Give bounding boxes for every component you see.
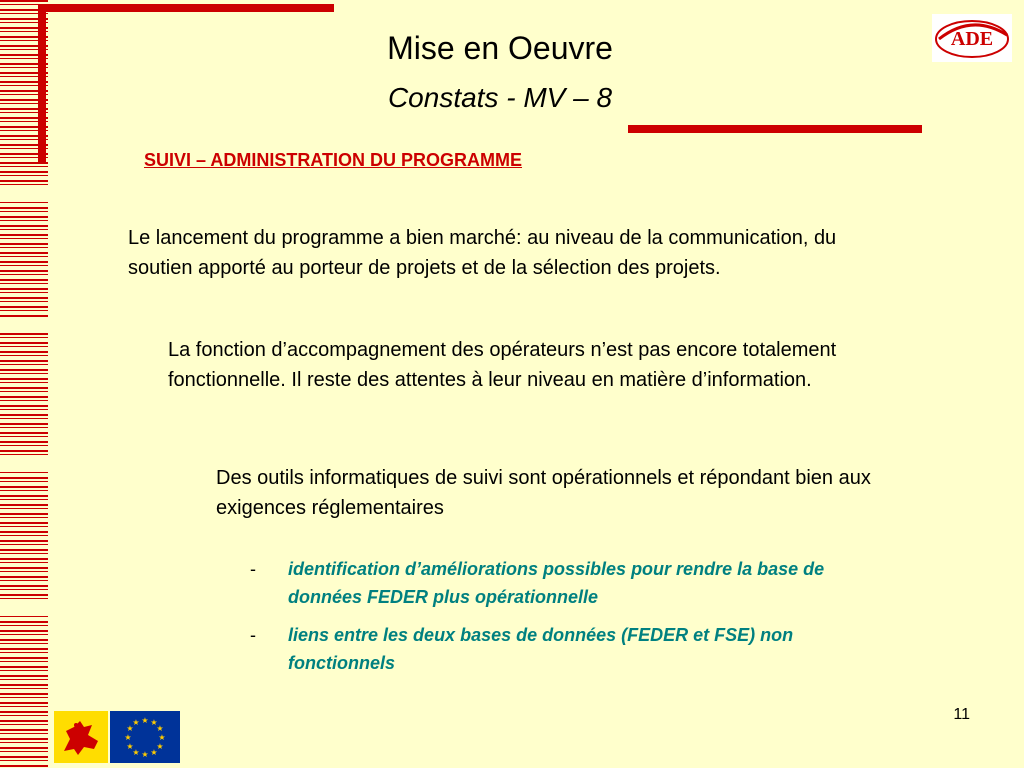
frame-left-bar [38, 4, 46, 164]
bullet-dash: - [250, 625, 256, 645]
stripe-gap [0, 188, 48, 202]
stripe-gap [0, 318, 48, 332]
slide-subtitle: Constats - MV – 8 [387, 82, 613, 113]
svg-text:★: ★ [150, 718, 158, 727]
rooster-flag-icon [54, 711, 108, 763]
bullet-list [250, 555, 890, 687]
frame-top-bar [42, 4, 334, 12]
bullet-text: liens entre les deux bases de données (FEDER et FSE) non fonctionnels [288, 625, 794, 673]
svg-text:★: ★ [158, 733, 166, 742]
page-number: 11 [953, 706, 970, 723]
bullet-dash: - [250, 559, 256, 579]
paragraph-launch: Le lancement du programme a bien marché: au niveau de la communication, du soutien apporté au porteur de projets et de la sélection des projets. [128, 227, 837, 279]
frame-right-bar [628, 125, 922, 133]
svg-text:★: ★ [126, 724, 134, 733]
paragraph-tools: Des outils informatiques de suivi sont opérationnels et répondant bien aux exigences réglementaires [216, 467, 871, 519]
svg-text:★: ★ [150, 748, 158, 757]
slide-title: Mise en Oeuvre [387, 30, 613, 66]
svg-text:★: ★ [132, 718, 140, 727]
svg-text:★: ★ [132, 748, 140, 757]
bullet-text: identification d’améliorations possibles pour rendre la base de données FEDER plus opérationnelle [288, 559, 825, 607]
list-item [250, 621, 890, 677]
ade-logo [932, 14, 1012, 62]
svg-text:★: ★ [126, 742, 134, 751]
section-heading: SUIVI – ADMINISTRATION DU PROGRAMME [144, 150, 523, 170]
paragraph-support: La fonction d’accompagnement des opérateurs n’est pas encore totalement fonctionnelle. Il reste des attentes à leur niveau en matière d’information. [168, 339, 837, 391]
list-item [250, 555, 890, 611]
stripe-gap [0, 458, 48, 472]
svg-text:★: ★ [156, 724, 164, 733]
svg-text:★: ★ [141, 716, 149, 725]
svg-text:★: ★ [141, 750, 149, 759]
eu-stars-flag-icon [110, 711, 180, 763]
ade-logo-text: ADE [950, 28, 994, 50]
svg-text:★: ★ [156, 742, 164, 751]
svg-text:★: ★ [124, 733, 132, 742]
stripe-gap [0, 600, 48, 614]
